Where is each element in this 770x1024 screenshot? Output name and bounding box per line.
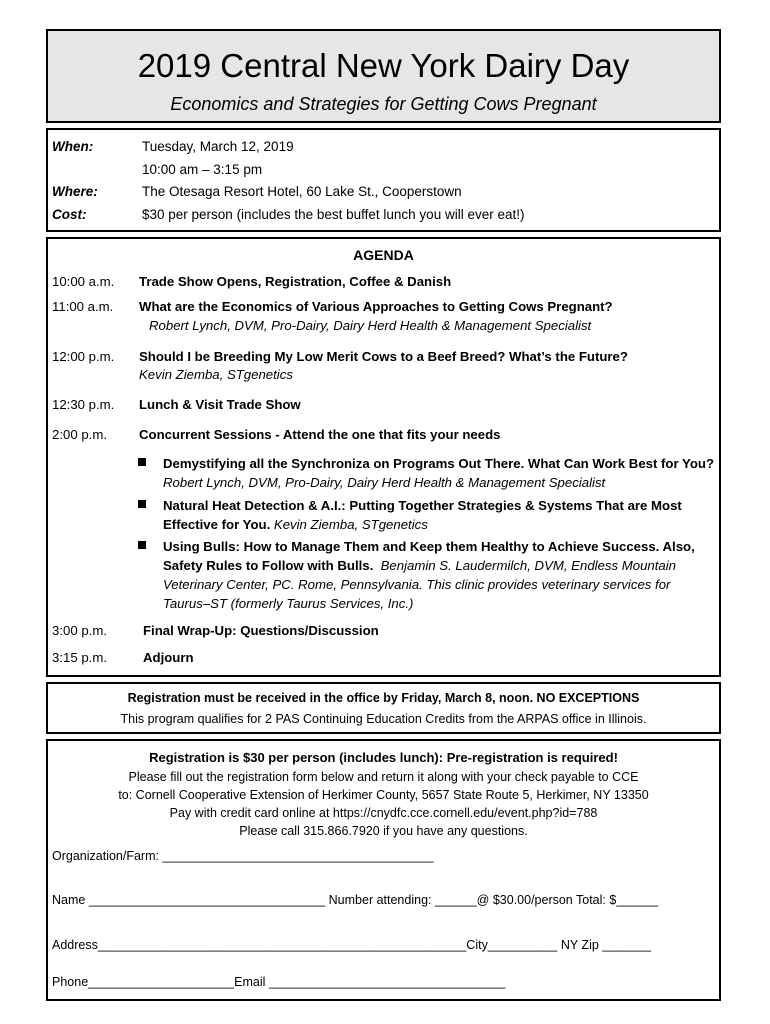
address-field[interactable]: Address_____________________________________________________City__________ NY Zip _______ <box>52 938 651 952</box>
phone-email-field[interactable]: Phone_____________________Email __________________________________ <box>52 975 506 989</box>
session-title-cont: Safety Rules to Follow with Bulls. <box>163 558 374 573</box>
title-banner <box>46 29 721 123</box>
cost-label: Cost: <box>52 207 87 222</box>
session-speaker: Kevin Ziemba, STgenetics <box>273 517 428 532</box>
agenda-time: 11:00 a.m. <box>52 299 114 314</box>
session-title: Natural Heat Detection & A.I.: Putting Together Strategies & Systems That are Most <box>163 498 682 513</box>
registration-online: Pay with credit card online at https://cnydfc.cce.cornell.edu/event.php?id=788 <box>169 806 598 820</box>
registration-heading: Registration is $30 per person (includes lunch): Pre-registration is required! <box>149 750 618 765</box>
page-subtitle: Economics and Strategies for Getting Cows Pregnant <box>170 94 597 114</box>
agenda-title: Concurrent Sessions - Attend the one that fits your needs <box>139 427 501 442</box>
event-time: 10:00 am – 3:15 pm <box>142 162 263 177</box>
when-label: When: <box>52 139 94 154</box>
event-location: The Otesaga Resort Hotel, 60 Lake St., Cooperstown <box>142 184 462 199</box>
bullet-square-icon <box>138 500 146 508</box>
agenda-time: 10:00 a.m. <box>52 274 115 289</box>
deadline-notice: Registration must be received in the office by Friday, March 8, noon. NO EXCEPTIONS <box>127 691 640 705</box>
event-cost: $30 per person (includes the best buffet lunch you will ever eat!) <box>142 207 525 222</box>
agenda-title: Trade Show Opens, Registration, Coffee & Danish <box>139 274 452 289</box>
credits-notice: This program qualifies for 2 PAS Continuing Education Credits from the ARPAS office in Illinois. <box>120 712 647 726</box>
session-title: Using Bulls: How to Manage Them and Keep them Healthy to Achieve Success. Also, <box>163 539 695 554</box>
agenda-speaker: Robert Lynch, DVM, Pro-Dairy, Dairy Herd Health & Management Specialist <box>149 318 592 333</box>
bullet-square-icon <box>138 458 146 466</box>
agenda-title: Final Wrap-Up: Questions/Discussion <box>143 623 379 638</box>
where-label: Where: <box>52 184 98 199</box>
agenda-section <box>46 237 721 677</box>
session-speaker-cont: Taurus–ST (formerly Taurus Services, Inc.) <box>163 596 414 611</box>
agenda-time: 12:00 p.m. <box>52 349 115 364</box>
agenda-time: 3:00 p.m. <box>52 623 107 638</box>
registration-notice <box>46 682 721 734</box>
event-details <box>46 128 721 232</box>
agenda-title: Should I be Breeding My Low Merit Cows to a Beef Breed? What’s the Future? <box>139 349 628 364</box>
agenda-time: 12:30 p.m. <box>52 397 115 412</box>
agenda-heading: AGENDA <box>353 247 414 263</box>
bullet-square-icon <box>138 541 146 549</box>
registration-instructions: Please fill out the registration form below and return it along with your check payable to CCE <box>128 770 639 784</box>
session-speaker: Robert Lynch, DVM, Pro-Dairy, Dairy Herd Health & Management Specialist <box>163 475 606 490</box>
session-title-cont: Effective for You. <box>163 517 271 532</box>
session-speaker-cont: Veterinary Center, PC. Rome, Pennsylvania. This clinic provides veterinary services for <box>163 577 671 592</box>
organization-field[interactable]: Organization/Farm: _______________________________________ <box>52 849 434 863</box>
event-date: Tuesday, March 12, 2019 <box>142 139 294 154</box>
session-title: Demystifying all the Synchroniza on Programs Out There. What Can Work Best for You? <box>163 456 715 471</box>
agenda-time: 2:00 p.m. <box>52 427 107 442</box>
session-speaker: Benjamin S. Laudermilch, DVM, Endless Mountain <box>380 558 677 573</box>
registration-address: to: Cornell Cooperative Extension of Herkimer County, 5657 State Route 5, Herkimer, NY 13350 <box>118 788 649 802</box>
registration-form <box>46 739 721 1001</box>
page-title: 2019 Central New York Dairy Day <box>137 47 630 84</box>
agenda-title: What are the Economics of Various Approaches to Getting Cows Pregnant? <box>139 299 613 314</box>
name-field[interactable]: Name __________________________________ Number attending: ______@ $30.00/person Total: $______ <box>52 893 659 907</box>
registration-phone: Please call 315.866.7920 if you have any questions. <box>239 824 528 838</box>
agenda-title: Lunch & Visit Trade Show <box>139 397 301 412</box>
agenda-time: 3:15 p.m. <box>52 650 107 665</box>
agenda-speaker: Kevin Ziemba, STgenetics <box>139 367 293 382</box>
agenda-title: Adjourn <box>143 650 194 665</box>
